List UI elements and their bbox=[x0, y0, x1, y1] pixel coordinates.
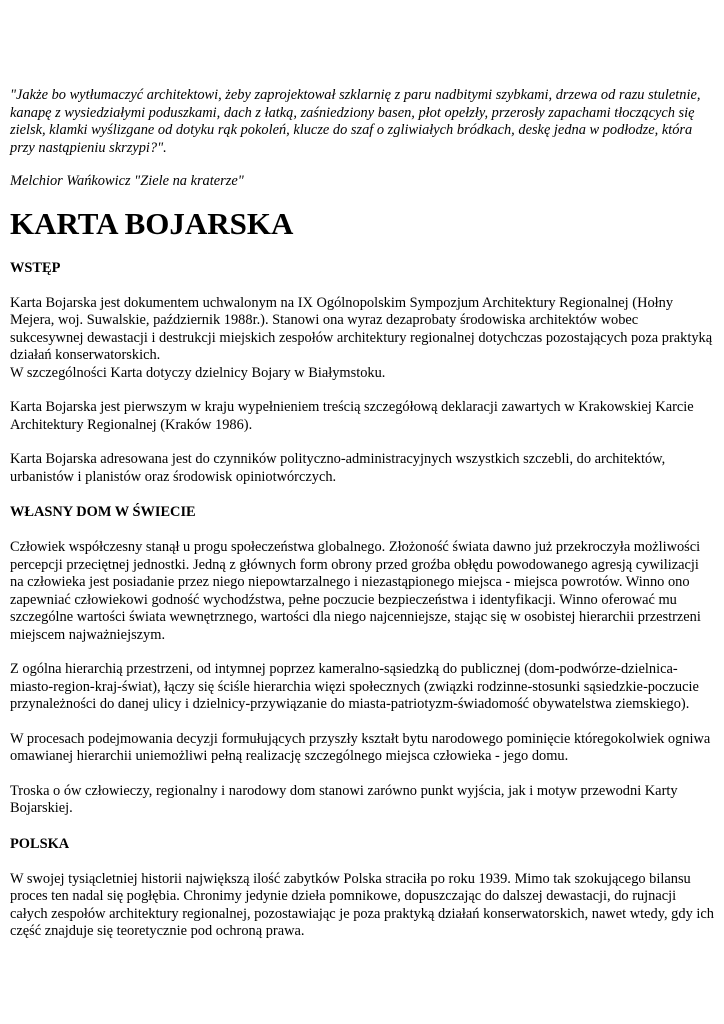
intro-paragraph-2: Karta Bojarska jest pierwszym w kraju wypełnieniem treścią szczegółową deklaracji zawartych w Krakowskiej Karcie Architektury Regionalnej (Kraków 1986). bbox=[10, 399, 694, 433]
home-paragraph-4: Troska o ów człowieczy, regionalny i narodowy dom stanowi zarówno punkt wyjścia, jak i motyw przewodni Karty Bojarskiej. bbox=[10, 782, 678, 816]
section-heading-poland: POLSKA bbox=[10, 835, 70, 852]
intro-paragraph-1-note: W szczególności Karta dotyczy dzielnicy Bojary w Białymstoku. bbox=[10, 364, 386, 381]
intro-paragraph-3: Karta Bojarska adresowana jest do czynników polityczno-administracyjnych wszystkich szczebli, do architektów, urbanistów i planistów oraz środowisk opiniotwórczych. bbox=[10, 451, 666, 485]
home-paragraph-2: Z ogólna hierarchią przestrzeni, od intymnej poprzez kameralno-sąsiedzką do publicznej (dom-podwórze-dzielnica-miasto-region-kraj-świat), łączy się ściśle hierarchia więzi społecznych (związki rodzinne-stosunki sąsiedzkie-poczucie przynależności do danej ulicy i dzielnicy-przywiązanie do miasta-patriotyzm-świadomość obywatelstwa ziemskiego). bbox=[10, 661, 699, 712]
epigraph-author: Melchior Wańkowicz "Ziele na kraterze" bbox=[10, 173, 244, 189]
section-heading-intro: WSTĘP bbox=[10, 259, 61, 276]
section-heading-home: WŁASNY DOM W ŚWIECIE bbox=[10, 504, 196, 520]
epigraph-quote: "Jakże bo wytłumaczyć architektowi, żeby zaprojektował szklarnię z paru nadbitymi szybkami, drzewa od razu stuletnie, kanapę z wysiedziałymi poduszkami, dach z łatką, zaśniedziony basen, płot opełzły, przerosły zapachami tłoczących się zielsk, klamki wyślizgane od dotyku rąk pokoleń, klucze do szaf o zgliwiałych bródkach, deskę jedna w podłodze, która przy nastąpieniu skrzypi?". bbox=[10, 87, 701, 156]
intro-paragraph-1 bbox=[10, 295, 714, 383]
page-title: KARTA BOJARSKA bbox=[10, 205, 294, 241]
home-paragraph-1: Człowiek współczesny stanął u progu społeczeństwa globalnego. Złożoność świata dawno już przekroczyła możliwości percepcji przeciętnej jednostki. Jedną z głównych form obrony przed groźba obłędu powodowanego agresją cywilizacji na człowieka jest posiadanie przez niego niepowtarzalnego i niezastąpionego miejsca - miejsca powrotów. Winno ono zapewniać człowiekowi godność wychodźstwa, pełne poczucie bezpieczeństwa i identyfikacji. Winno oferować mu szczególne wartości świata wewnętrznego, wartości dla niego najcenniejsze, stając się w osobistej hierarchii przestrzeni miejscem najważniejszym. bbox=[10, 539, 701, 643]
poland-paragraph-1: W swojej tysiącletniej historii największą ilość zabytków Polska straciła po roku 1939. Mimo tak szokującego bilansu proces ten nadal się pogłębia. Chronimy jedynie dzieła pomnikowe, dopuszczając do dalszej dewastacji, do rujnacji całych zespołów architektury regionalnej, pozostawiając je poza praktyką działań konserwatorskich, nawet wtedy, gdy ich część znajduje się teoretycznie pod ochroną prawa. bbox=[10, 870, 714, 939]
intro-paragraph-1-text: Karta Bojarska jest dokumentem uchwalonym na IX Ogólnopolskim Sympozjum Architektury Regionalnej (Hołny Mejera, woj. Suwalskie, październik 1988r.). Stanowi ona wyraz dezaprobaty środowiska architektów wobec sukcesywnej dewastacji i destrukcji miejskich zespołów architektury regionalnej dotychczas pozostających poza praktyką działań konserwatorskich. bbox=[10, 294, 713, 363]
home-paragraph-3: W procesach podejmowania decyzji formułujących przyszły kształt bytu narodowego pominięcie któregokolwiek ogniwa omawianej hierarchii uniemożliwi pełną realizację szczególnego miejsca człowieka - jego domu. bbox=[10, 730, 711, 764]
